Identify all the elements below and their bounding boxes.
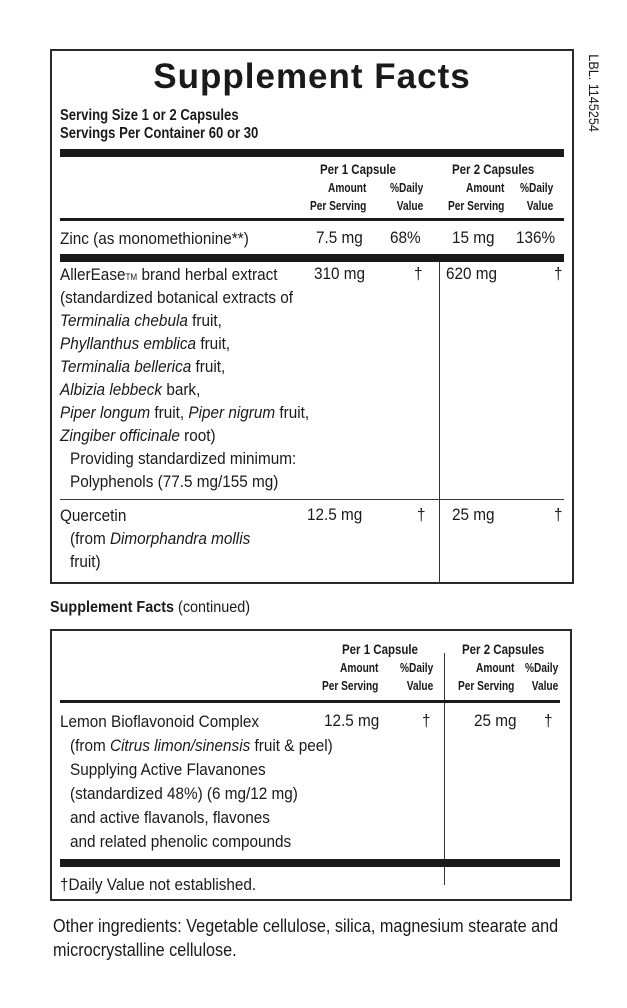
col2-header: Per 2 Capsules <box>462 641 545 657</box>
row-quercetin-dv1: † <box>417 505 426 524</box>
thin-rule <box>60 499 564 500</box>
amount-header-1: Amount Per Serving <box>310 180 367 213</box>
amount-header-2: Amount Per Serving <box>458 660 515 693</box>
species-line: Zingiber officinale root) <box>60 426 216 445</box>
polyphenols-line: Polyphenols (77.5 mg/155 mg) <box>70 472 279 491</box>
row-lemon-line6: and related phenolic compounds <box>70 832 292 851</box>
row-zinc-name: Zinc (as monomethionine**) <box>60 229 249 248</box>
row-zinc-amt1: 7.5 mg <box>316 228 363 247</box>
row-quercetin-dv2: † <box>554 505 563 524</box>
col2-header: Per 2 Capsules <box>452 161 535 177</box>
thick-rule <box>60 859 560 867</box>
row-allerease-dv2: † <box>554 264 563 283</box>
panel-title: Supplement Facts <box>153 57 471 96</box>
row-zinc-amt2: 15 mg <box>452 228 495 247</box>
species-line: Phyllanthus emblica fruit, <box>60 334 231 353</box>
medium-rule <box>60 218 564 221</box>
row-allerease-line: (standardized botanical extracts of <box>60 288 294 307</box>
dv-header-2: %Daily Value <box>525 660 559 693</box>
supplement-facts-panel <box>50 49 574 584</box>
species-line: Terminalia chebula fruit, <box>60 311 222 330</box>
row-lemon-name: Lemon Bioflavonoid Complex <box>60 712 260 731</box>
column-divider <box>444 653 445 885</box>
thick-rule <box>60 149 564 157</box>
providing-line: Providing standardized minimum: <box>70 449 297 468</box>
other-ingredients: Other ingredients: Vegetable cellulose, silica, magnesium stearate and microcrystalline cellulose. <box>53 916 559 960</box>
dv-header-1: %Daily Value <box>390 180 424 213</box>
row-lemon-dv1: † <box>422 711 431 730</box>
serving-size: Serving Size 1 or 2 Capsules <box>60 107 239 124</box>
row-lemon-line3: Supplying Active Flavanones <box>70 760 266 779</box>
medium-rule <box>60 700 560 703</box>
amount-header-1: Amount Per Serving <box>322 660 379 693</box>
row-lemon-from: (from Citrus limon/sinensis fruit & peel) <box>70 736 333 755</box>
species-line: Piper longum fruit, Piper nigrum fruit, <box>60 403 310 422</box>
row-quercetin-name: Quercetin <box>60 506 127 525</box>
servings-per-container: Servings Per Container 60 or 30 <box>60 125 259 142</box>
row-allerease-amt2: 620 mg <box>446 264 498 283</box>
row-allerease-amt1: 310 mg <box>314 264 366 283</box>
species-line: Albizia lebbeck bark, <box>60 380 201 399</box>
row-quercetin-from: (from Dimorphandra mollis <box>70 529 251 548</box>
supplement-facts-continued-panel <box>50 629 572 901</box>
row-zinc-dv2: 136% <box>516 228 556 247</box>
row-quercetin-fruit: fruit) <box>70 552 101 571</box>
label-code: LBL. 1145254 <box>586 54 602 132</box>
dv-header-2: %Daily Value <box>520 180 554 213</box>
column-divider <box>439 262 440 584</box>
footnote: †Daily Value not established. <box>60 875 257 894</box>
row-lemon-amt1: 12.5 mg <box>324 711 380 730</box>
row-lemon-line5: and active flavanols, flavones <box>70 808 270 827</box>
row-allerease-dv1: † <box>414 264 423 283</box>
row-allerease-name: AllerEaseTM brand herbal extract <box>60 265 278 284</box>
row-lemon-dv2: † <box>544 711 553 730</box>
row-lemon-line4: (standardized 48%) (6 mg/12 mg) <box>70 784 298 803</box>
col1-header: Per 1 Capsule <box>320 161 396 177</box>
row-zinc-dv1: 68% <box>390 228 421 247</box>
row-quercetin-amt1: 12.5 mg <box>307 505 363 524</box>
dv-header-1: %Daily Value <box>400 660 434 693</box>
amount-header-2: Amount Per Serving <box>448 180 505 213</box>
col1-header: Per 1 Capsule <box>342 641 418 657</box>
thick-rule <box>60 254 564 262</box>
row-quercetin-amt2: 25 mg <box>452 505 495 524</box>
continued-title: Supplement Facts (continued) <box>50 599 251 616</box>
species-line: Terminalia bellerica fruit, <box>60 357 226 376</box>
row-lemon-amt2: 25 mg <box>474 711 517 730</box>
